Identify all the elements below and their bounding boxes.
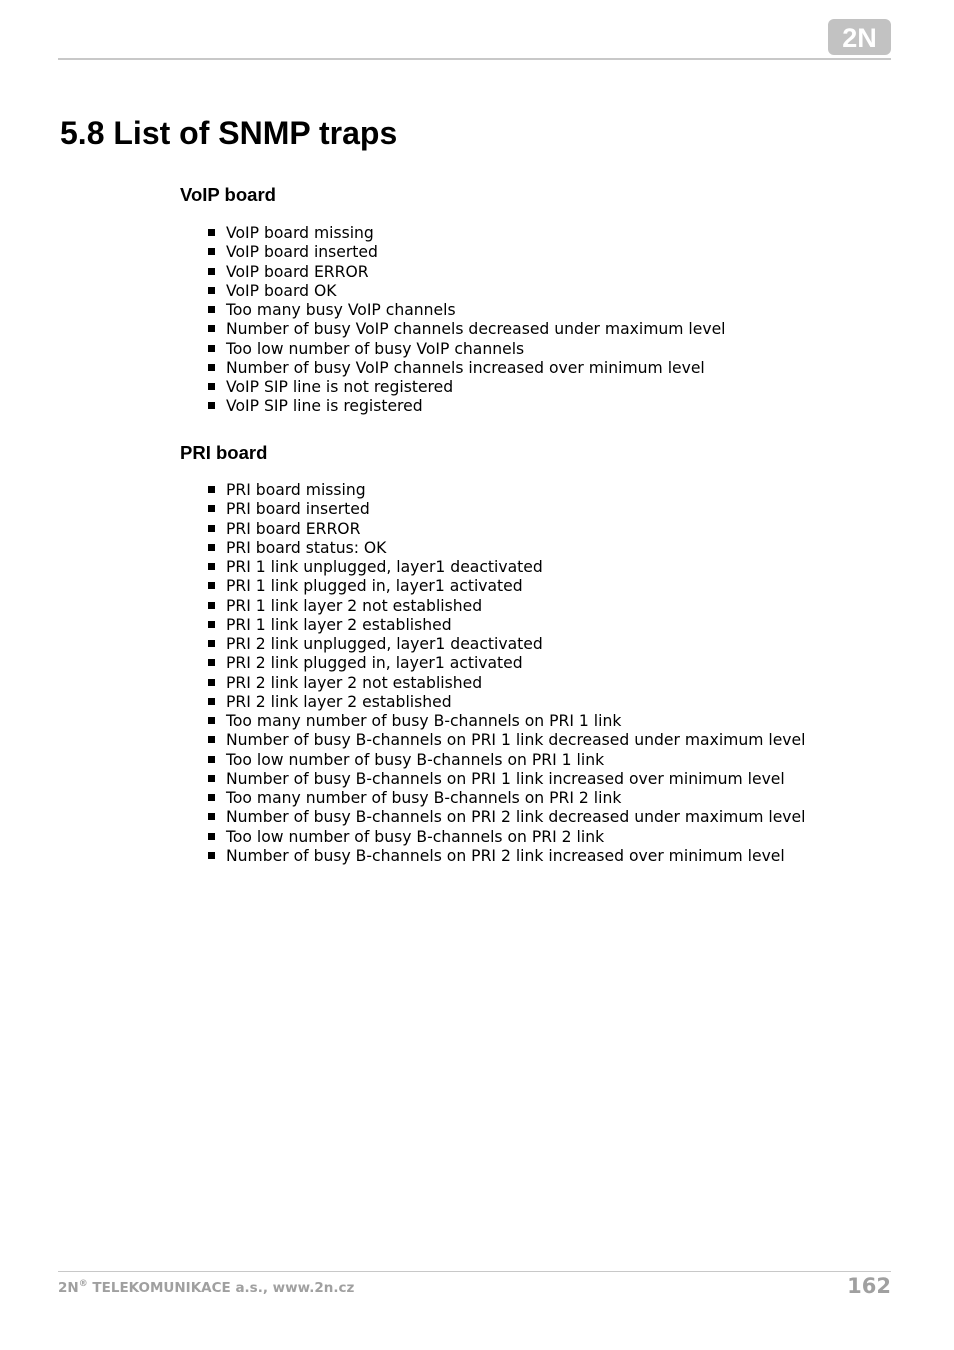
bullet-square-icon bbox=[208, 736, 215, 743]
bullet-square-icon bbox=[208, 756, 215, 763]
bullet-square-icon bbox=[208, 229, 215, 236]
trap-item-text: PRI board missing bbox=[226, 481, 366, 499]
bullet-square-icon bbox=[208, 833, 215, 840]
trap-list-item bbox=[206, 282, 886, 301]
2n-logo bbox=[828, 19, 891, 55]
trap-item-text: Number of busy B-channels on PRI 2 link decreased under maximum level bbox=[226, 808, 806, 827]
trap-list-item bbox=[206, 770, 886, 789]
trap-list-item bbox=[206, 654, 886, 673]
trap-item-text: VoIP SIP line is registered bbox=[226, 397, 423, 416]
trap-item-text: Too many number of busy B-channels on PRI 1 link bbox=[226, 712, 622, 730]
bullet-square-icon bbox=[208, 563, 215, 570]
trap-item-text: PRI board ERROR bbox=[226, 519, 361, 538]
trap-item-text: Too many busy VoIP channels bbox=[226, 301, 456, 319]
bullet-square-icon bbox=[208, 640, 215, 647]
trap-item-text: PRI board inserted bbox=[226, 500, 370, 519]
trap-list-item bbox=[206, 340, 886, 359]
trap-list-item bbox=[206, 301, 886, 320]
bullet-square-icon bbox=[208, 345, 215, 352]
trap-list-item bbox=[206, 243, 886, 262]
trap-item-text: Too many number of busy B-channels on PRI 2 link bbox=[226, 789, 622, 807]
trap-list-item bbox=[206, 674, 886, 693]
trap-list-item bbox=[206, 635, 886, 654]
trap-item-text: PRI 1 link layer 2 established bbox=[226, 615, 452, 634]
trap-list-item bbox=[206, 577, 886, 596]
bullet-square-icon bbox=[208, 582, 215, 589]
trap-item-text: PRI 2 link layer 2 established bbox=[226, 692, 452, 711]
bullet-square-icon bbox=[208, 486, 215, 493]
registered-mark: ® bbox=[78, 1279, 88, 1289]
trap-list-item bbox=[206, 847, 886, 866]
trap-list-item bbox=[206, 397, 886, 416]
bullet-square-icon bbox=[208, 794, 215, 801]
trap-list-item bbox=[206, 558, 886, 577]
trap-item-text: VoIP board ERROR bbox=[226, 262, 369, 281]
trap-item-text: PRI 2 link layer 2 not established bbox=[226, 673, 483, 692]
bullet-square-icon bbox=[208, 325, 215, 332]
bullet-square-icon bbox=[208, 659, 215, 666]
trap-item-text: VoIP board inserted bbox=[226, 243, 378, 262]
trap-item-text: Too low number of busy VoIP channels bbox=[226, 339, 525, 358]
trap-list-item bbox=[206, 359, 886, 378]
trap-item-text: PRI 1 link plugged in, layer1 activated bbox=[226, 577, 523, 596]
bullet-square-icon bbox=[208, 544, 215, 551]
page-title: 5.8 List of SNMP traps bbox=[60, 115, 398, 151]
trap-item-text: PRI 2 link unplugged, layer1 deactivated bbox=[226, 635, 543, 653]
trap-item-text: Number of busy B-channels on PRI 1 link decreased under maximum level bbox=[226, 731, 806, 750]
bullet-square-icon bbox=[208, 364, 215, 371]
bullet-square-icon bbox=[208, 505, 215, 512]
bullet-square-icon bbox=[208, 852, 215, 859]
bullet-square-icon bbox=[208, 698, 215, 705]
trap-list-item bbox=[206, 481, 886, 500]
bullet-square-icon bbox=[208, 525, 215, 532]
trap-list-item bbox=[206, 616, 886, 635]
footer-company-name: TELEKOMUNIKACE a.s., www.2n.cz bbox=[92, 1280, 355, 1296]
bullet-square-icon bbox=[208, 287, 215, 294]
trap-list-item bbox=[206, 500, 886, 519]
footer-brand: 2N bbox=[58, 1280, 79, 1296]
trap-item-text: Number of busy B-channels on PRI 2 link increased over minimum level bbox=[226, 846, 785, 865]
trap-list-item bbox=[206, 224, 886, 243]
voip-board-heading: VoIP board bbox=[180, 184, 276, 205]
bullet-square-icon bbox=[208, 248, 215, 255]
trap-item-text: VoIP board OK bbox=[226, 281, 337, 300]
bullet-square-icon bbox=[208, 268, 215, 275]
trap-list-item bbox=[206, 320, 886, 339]
voip-board-section bbox=[180, 182, 880, 416]
logo-text: 2N bbox=[842, 23, 877, 53]
trap-list-item bbox=[206, 693, 886, 712]
trap-item-text: Number of busy VoIP channels increased over minimum level bbox=[226, 358, 705, 377]
footer-divider bbox=[58, 1271, 891, 1272]
trap-list-item bbox=[206, 731, 886, 750]
trap-item-text: PRI 2 link plugged in, layer1 activated bbox=[226, 654, 523, 673]
bullet-square-icon bbox=[208, 813, 215, 820]
trap-list-item bbox=[206, 539, 886, 558]
bullet-square-icon bbox=[208, 402, 215, 409]
trap-list-item bbox=[206, 520, 886, 539]
page-number: 162 bbox=[847, 1274, 891, 1298]
trap-list-item bbox=[206, 263, 886, 282]
bullet-square-icon bbox=[208, 679, 215, 686]
trap-item-text: PRI 1 link unplugged, layer1 deactivated bbox=[226, 558, 543, 576]
bullet-square-icon bbox=[208, 383, 215, 390]
trap-list-item bbox=[206, 789, 886, 808]
trap-item-text: VoIP SIP line is not registered bbox=[226, 378, 454, 396]
trap-item-text: Too low number of busy B-channels on PRI 2 link bbox=[226, 827, 605, 846]
header-divider bbox=[58, 58, 891, 60]
bullet-square-icon bbox=[208, 621, 215, 628]
trap-list-item bbox=[206, 712, 886, 731]
trap-item-text: Number of busy B-channels on PRI 1 link increased over minimum level bbox=[226, 769, 785, 788]
trap-item-text: Number of busy VoIP channels decreased under maximum level bbox=[226, 320, 726, 339]
bullet-square-icon bbox=[208, 306, 215, 313]
pri-board-section bbox=[180, 440, 880, 865]
trap-item-text: Too low number of busy B-channels on PRI 1 link bbox=[226, 750, 605, 769]
trap-list-item bbox=[206, 828, 886, 847]
trap-list-item bbox=[206, 378, 886, 397]
trap-item-text: PRI 1 link layer 2 not established bbox=[226, 596, 483, 615]
bullet-square-icon bbox=[208, 717, 215, 724]
bullet-square-icon bbox=[208, 775, 215, 782]
bullet-square-icon bbox=[208, 602, 215, 609]
trap-item-text: VoIP board missing bbox=[226, 224, 374, 242]
pri-trap-list bbox=[206, 481, 886, 866]
pri-board-heading: PRI board bbox=[180, 442, 268, 463]
trap-item-text: PRI board status: OK bbox=[226, 538, 387, 557]
trap-list-item bbox=[206, 751, 886, 770]
trap-list-item bbox=[206, 808, 886, 827]
footer-company bbox=[58, 1278, 354, 1298]
trap-list-item bbox=[206, 597, 886, 616]
voip-trap-list bbox=[206, 224, 886, 417]
